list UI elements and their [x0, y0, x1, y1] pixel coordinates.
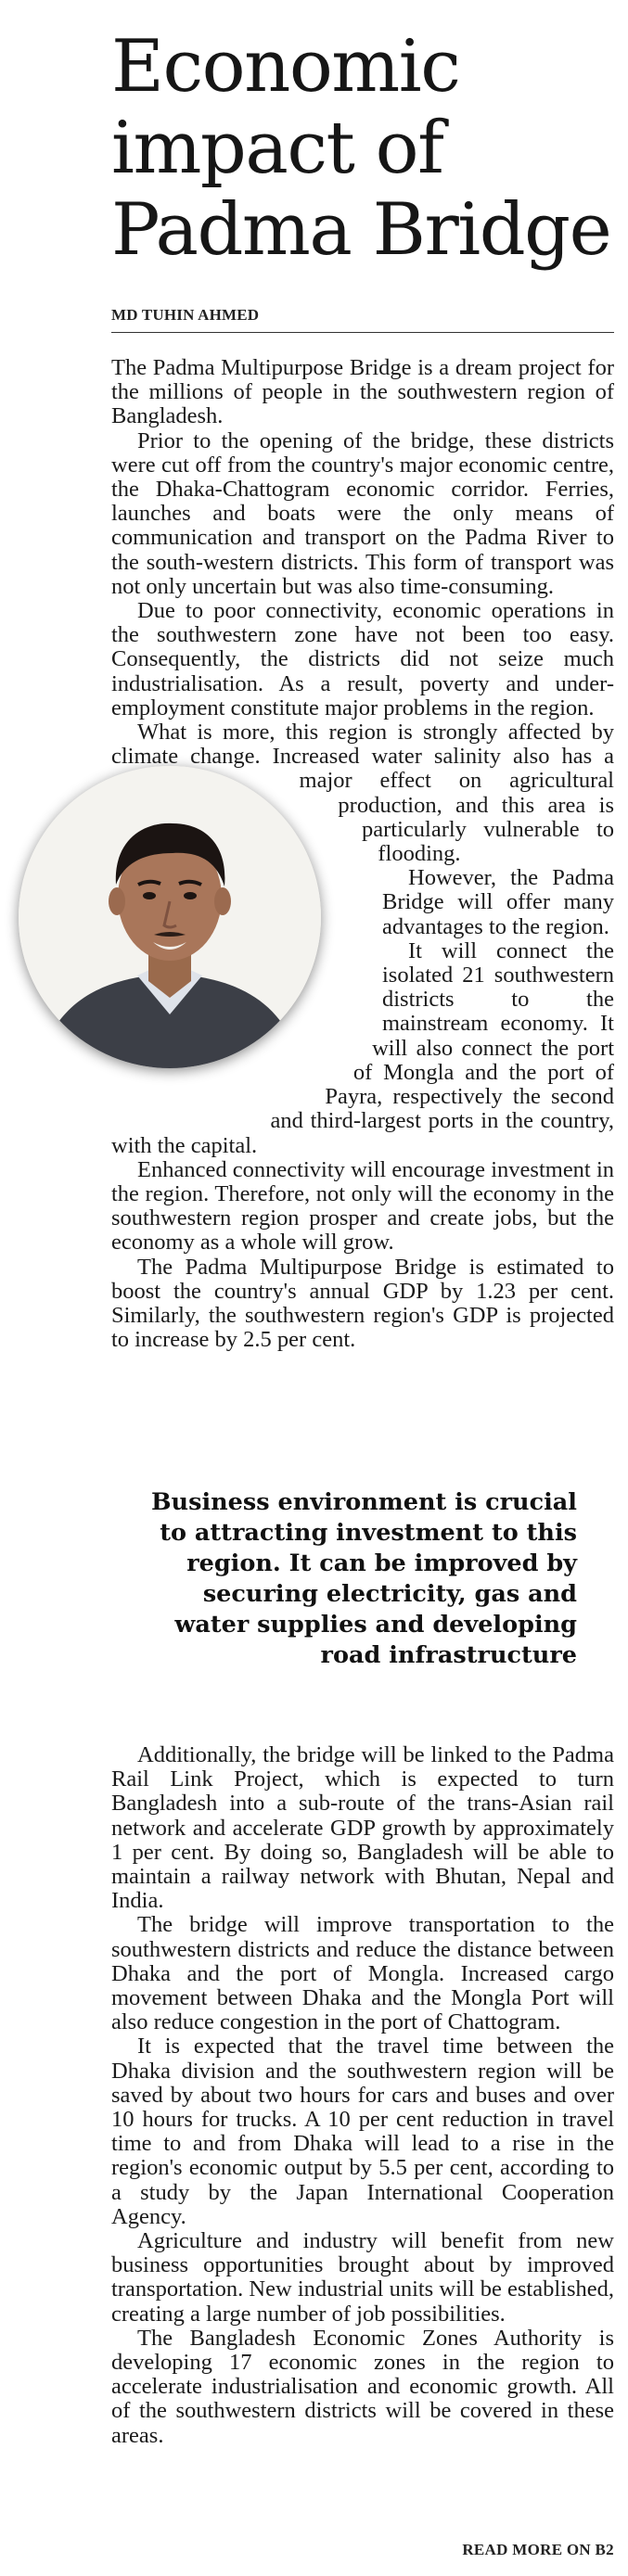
pull-quote: Business environment is crucial to attracting investment to this region. It can be improved by securing electricity, gas and water supplies and developing road infrastructure: [151, 1488, 577, 1669]
article-body-top: [111, 356, 614, 1352]
article-paragraph: Enhanced connectivity will encourage investment in the region. Therefore, not only will the economy in the southwestern region prosper and create jobs, but the economy as a whole will grow.: [111, 1156, 614, 1256]
article-paragraph: The Padma Multipurpose Bridge is a dream project for the millions of people in the southwestern region of Bangladesh.: [111, 355, 614, 429]
article-paragraph: It is expected that the travel time between the Dhaka division and the southwestern region will be saved by about two hours for cars and buses and over 10 hours for trucks. A 10 per cent reduction in travel time to and from Dhaka will lead to a rise in the region's economic output by 5.5 per cent, according to a study by the Japan International Cooperation Agency.: [111, 2034, 614, 2229]
article-paragraph: It will connect the isolated 21 southwestern districts to the mainstream economy. It will also connect the port of Mongla and the port of Payra, respectively the second and third-largest ports in the country, with the capital.: [111, 937, 614, 1158]
headline: [111, 26, 612, 271]
headline-line: Economic: [111, 25, 460, 108]
author-byline: MD TUHIN AHMED: [111, 306, 260, 324]
byline-divider: [111, 332, 614, 333]
read-more-link[interactable]: READ MORE ON B2: [462, 2541, 614, 2558]
article-paragraph: Due to poor connectivity, economic operations in the southwestern zone have not been too easy. Consequently, the districts did not seize much industrialisation. As a result, poverty and under-employment constitute major problems in the region.: [111, 598, 614, 721]
headline-line: impact of: [111, 107, 443, 190]
article-body-bottom: [111, 1743, 614, 2448]
article-paragraph: What is more, this region is strongly affected by climate change. Increased water salinity also has a major effect on agricultural production, and this area is particularly vulnerable to flooding.: [111, 720, 614, 867]
article-paragraph: The Padma Multipurpose Bridge is estimated to boost the country's annual GDP by 1.23 per cent. Similarly, the southwestern region's GDP is projected to increase by 2.5 per cent.: [111, 1254, 614, 1353]
article-paragraph: The bridge will improve transportation to the southwestern districts and reduce the distance between Dhaka and the port of Mongla. Increased cargo movement between Dhaka and the Mongla Port will also reduce congestion in the port of Chattogram.: [111, 1912, 614, 2035]
article-paragraph: The Bangladesh Economic Zones Authority is developing 17 economic zones in the region to accelerate industrialisation and economic growth. All of the southwestern districts will be covered in these areas.: [111, 2325, 614, 2448]
article-paragraph: Additionally, the bridge will be linked to the Padma Rail Link Project, which is expected to turn Bangladesh into a sub-route of the trans-Asian rail network and accelerate GDP growth by approximately 1 per cent. By doing so, Bangladesh will be able to maintain a railway network with Bhutan, Nepal and India.: [111, 1742, 614, 1914]
article-paragraph: Prior to the opening of the bridge, these districts were cut off from the country's major economic centre, the Dhaka-Chattogram economic corridor. Ferries, launches and boats were the only means of communication and transport on the Padma River to the south-western districts. This form of transport was not only uncertain but was also time-consuming.: [111, 427, 614, 599]
article-paragraph: However, the Padma Bridge will offer many advantages to the region.: [382, 865, 614, 939]
article-paragraph: Agriculture and industry will benefit from new business opportunities brought about by improved transportation. New industrial units will be established, creating a large number of job possibilities.: [111, 2228, 614, 2327]
headline-line: Padma Bridge: [111, 188, 611, 272]
